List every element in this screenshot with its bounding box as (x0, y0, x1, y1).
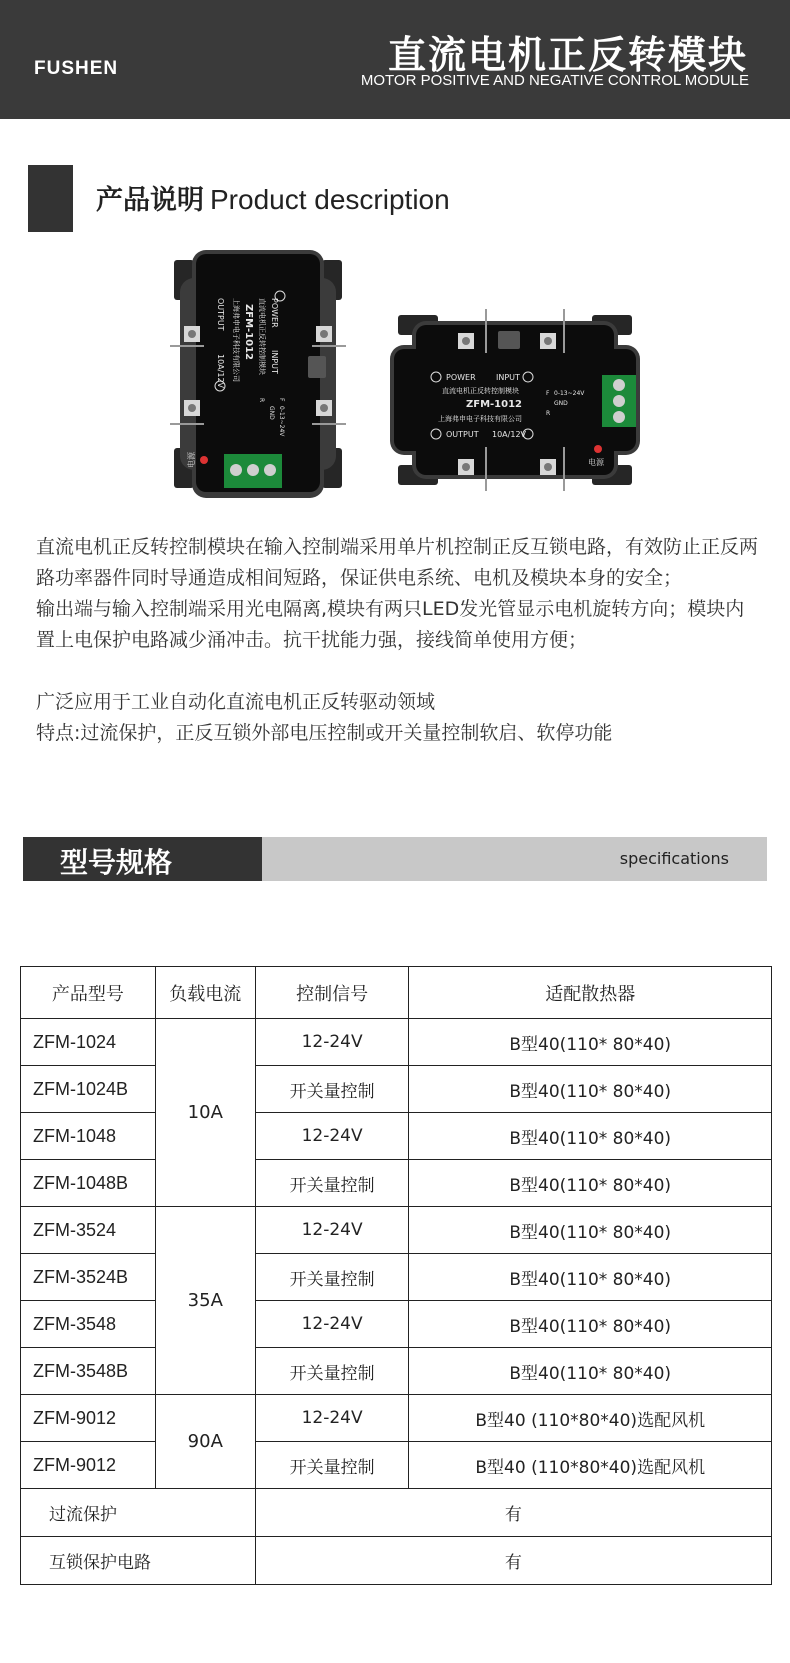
table-row (21, 1254, 772, 1301)
table-header-cell: 产品型号 (21, 967, 156, 1019)
table-row (21, 1442, 772, 1489)
heatsink-cell: B型40(110* 80*40) (409, 1254, 772, 1301)
page-header (0, 0, 790, 119)
model-cell: ZFM-3524B (21, 1254, 156, 1301)
voltage-label: 0-13~24V (278, 406, 285, 437)
heatsink-cell: B型40 (110*80*40)选配风机 (409, 1395, 772, 1442)
description-paragraph: 特点:过流保护，正反互锁外部电压控制或开关量控制软启、软停功能 (36, 722, 613, 744)
description-paragraph: 广泛应用于工业自动化直流电机正反转驱动领域 (36, 691, 436, 713)
product-image-horizontal (388, 309, 642, 491)
model-cell: ZFM-3548B (21, 1348, 156, 1395)
model-cell: ZFM-9012 (21, 1395, 156, 1442)
heatsink-cell: B型40(110* 80*40) (409, 1019, 772, 1066)
table-row (21, 1207, 772, 1254)
model-label: ZFM-1012 (243, 304, 254, 361)
signal-cell: 开关量控制 (255, 1348, 409, 1395)
f-terminal-label: F (278, 398, 285, 402)
signal-cell: 12-24V (255, 1301, 409, 1348)
table-header-row (21, 967, 772, 1019)
spec-banner-dark (23, 837, 262, 881)
led-label: 电源 (187, 452, 196, 468)
heatsink-cell: B型40(110* 80*40) (409, 1348, 772, 1395)
interlock-label: 互锁保护电路 (21, 1537, 256, 1585)
signal-cell: 12-24V (255, 1395, 409, 1442)
rating-label: 10A/12V (216, 354, 225, 388)
description-paragraph: 输出端与输入控制端采用光电隔离,模块有两只LED发光管显示电机旋转方向；模块内置上电保护电路减少涌冲击。抗干扰能力强，接线简单使用方便； (36, 598, 745, 651)
spec-banner (23, 837, 767, 881)
led-label: 电源 (588, 458, 604, 467)
input-label: INPUT (270, 350, 279, 374)
heatsink-cell: B型40(110* 80*40) (409, 1113, 772, 1160)
table-footer-row (21, 1489, 772, 1537)
voltage-label: 0-13~24V (554, 390, 585, 397)
table-row (21, 1301, 772, 1348)
input-label: INPUT (496, 373, 520, 382)
page-title: 直流电机正反转模块 (387, 33, 748, 77)
spec-table (20, 966, 772, 1585)
table-row (21, 1113, 772, 1160)
model-cell: ZFM-1024B (21, 1066, 156, 1113)
signal-cell: 12-24V (255, 1019, 409, 1066)
spec-title-cn: 型号规格 (60, 846, 173, 879)
signal-cell: 开关量控制 (255, 1066, 409, 1113)
model-cell: ZFM-1048B (21, 1160, 156, 1207)
overcurrent-label: 过流保护 (21, 1489, 256, 1537)
table-footer-row (21, 1537, 772, 1585)
description-paragraph: 直流电机正反转控制模块在输入控制端采用单片机控制正反互锁电路，有效防止正反两路功率器件同时导通造成相间短路，保证供电系统、电机及模块本身的安全； (36, 536, 759, 589)
table-header-cell: 控制信号 (255, 967, 409, 1019)
page-subtitle: MOTOR POSITIVE AND NEGATIVE CONTROL MODULE (360, 72, 749, 89)
table-row (21, 1019, 772, 1066)
model-cell: ZFM-9012 (21, 1442, 156, 1489)
brand-logo: FUSHEN (34, 58, 119, 79)
product-description (36, 532, 760, 749)
current-cell: 10A (155, 1019, 255, 1207)
table-row (21, 1395, 772, 1442)
r-terminal-label: R (258, 398, 265, 403)
heatsink-cell: B型40(110* 80*40) (409, 1301, 772, 1348)
output-label: OUTPUT (216, 298, 225, 331)
signal-cell: 开关量控制 (255, 1442, 409, 1489)
product-section-title (96, 178, 450, 217)
heatsink-cell: B型40(110* 80*40) (409, 1160, 772, 1207)
overcurrent-value: 有 (255, 1489, 771, 1537)
section-marker (28, 165, 73, 232)
heatsink-cell: B型40(110* 80*40) (409, 1066, 772, 1113)
signal-cell: 12-24V (255, 1113, 409, 1160)
power-label: POWER (270, 298, 279, 328)
spec-title-en: specifications (619, 849, 729, 868)
signal-cell: 12-24V (255, 1207, 409, 1254)
product-section-title-en: Product description (210, 184, 450, 215)
output-label: OUTPUT (446, 430, 479, 439)
current-cell: 35A (155, 1207, 255, 1395)
signal-cell: 开关量控制 (255, 1160, 409, 1207)
model-cell: ZFM-3548 (21, 1301, 156, 1348)
rating-label: 10A/12V (492, 430, 526, 439)
table-header-cell: 适配散热器 (409, 967, 772, 1019)
model-cell: ZFM-1048 (21, 1113, 156, 1160)
module-name-label: 直流电机正反转控制模块 (258, 298, 266, 375)
model-cell: ZFM-3524 (21, 1207, 156, 1254)
model-label: ZFM-1012 (466, 399, 523, 410)
product-image-vertical (170, 248, 346, 500)
company-label: 上海弗申电子科技有限公司 (438, 415, 522, 423)
gnd-label: GND (554, 400, 568, 407)
module-name-label: 直流电机正反转控制模块 (442, 387, 519, 395)
signal-cell: 开关量控制 (255, 1254, 409, 1301)
interlock-value: 有 (255, 1537, 771, 1585)
table-row (21, 1160, 772, 1207)
gnd-label: GND (268, 406, 275, 420)
company-label: 上海弗申电子科技有限公司 (232, 298, 240, 382)
power-label: POWER (446, 373, 476, 382)
r-terminal-label: R (546, 410, 551, 417)
heatsink-cell: B型40(110* 80*40) (409, 1207, 772, 1254)
table-header-cell: 负载电流 (155, 967, 255, 1019)
f-terminal-label: F (546, 390, 550, 397)
table-row (21, 1066, 772, 1113)
model-cell: ZFM-1024 (21, 1019, 156, 1066)
heatsink-cell: B型40 (110*80*40)选配风机 (409, 1442, 772, 1489)
table-row (21, 1348, 772, 1395)
current-cell: 90A (155, 1395, 255, 1489)
product-section-title-cn: 产品说明 (96, 185, 204, 216)
